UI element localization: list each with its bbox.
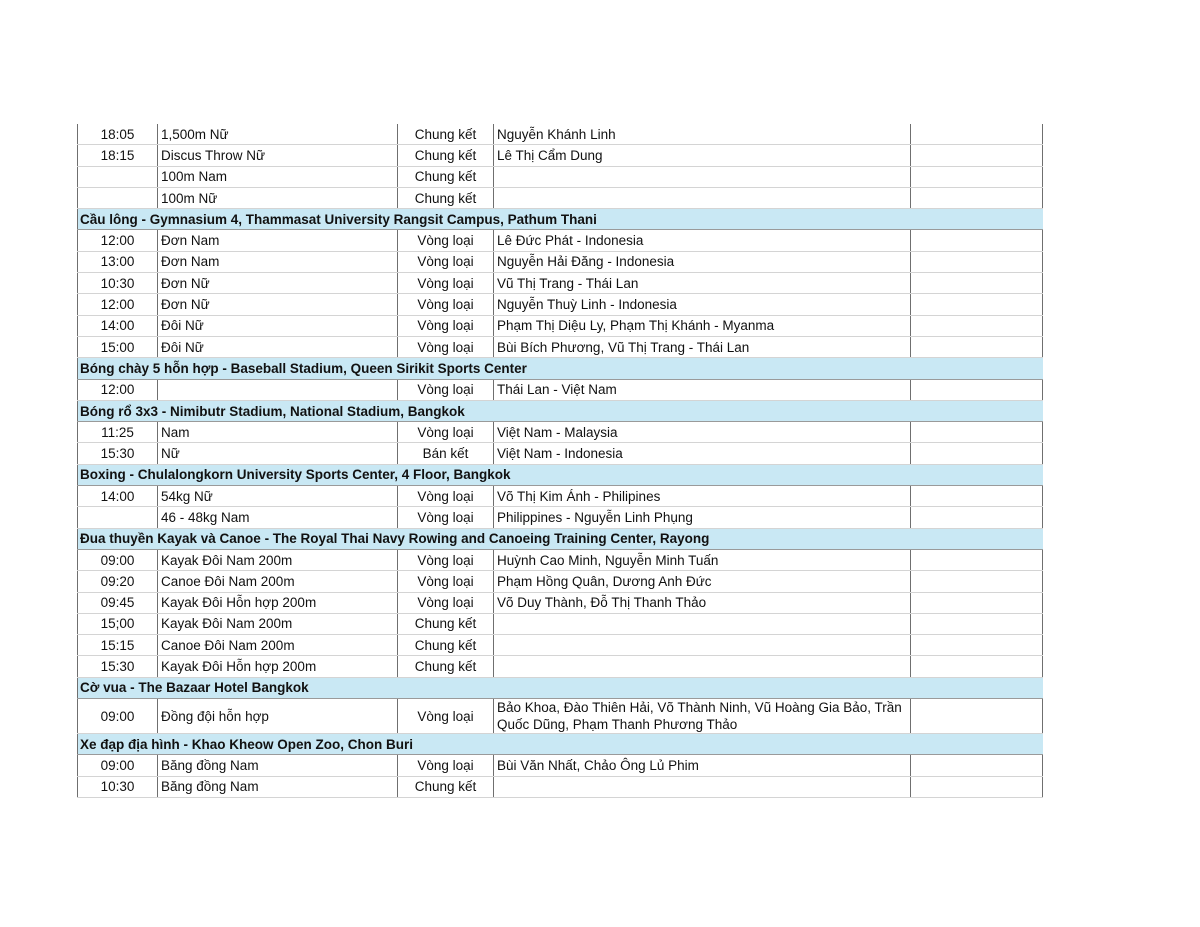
time-cell: 10:30 xyxy=(78,273,158,294)
section-header-row xyxy=(78,677,1043,698)
section-title: Boxing - Chulalongkorn University Sports Center, 4 Floor, Bangkok xyxy=(78,464,1043,485)
table-row xyxy=(78,699,1043,734)
event-cell: 1,500m Nữ xyxy=(158,124,398,145)
table-row xyxy=(78,635,1043,656)
event-cell: Đơn Nam xyxy=(158,230,398,251)
time-cell: 12:00 xyxy=(78,294,158,315)
table-row xyxy=(78,592,1043,613)
time-cell: 15:30 xyxy=(78,443,158,464)
time-cell xyxy=(78,507,158,528)
table-row xyxy=(78,613,1043,634)
section-title: Đua thuyền Kayak và Canoe - The Royal Thai Navy Rowing and Canoeing Training Center, Rayong xyxy=(78,528,1043,549)
athletes-cell xyxy=(494,635,911,656)
time-cell: 14:00 xyxy=(78,486,158,507)
round-cell: Vòng loại xyxy=(398,230,494,251)
schedule-body xyxy=(78,124,1043,797)
round-cell: Vòng loại xyxy=(398,571,494,592)
section-title: Cờ vua - The Bazaar Hotel Bangkok xyxy=(78,677,1043,698)
athletes-cell: Lê Đức Phát - Indonesia xyxy=(494,230,911,251)
table-row xyxy=(78,230,1043,251)
table-row xyxy=(78,776,1043,797)
table-row xyxy=(78,443,1043,464)
event-cell: Nam xyxy=(158,422,398,443)
athletes-cell: Việt Nam - Indonesia xyxy=(494,443,911,464)
round-cell: Chung kết xyxy=(398,187,494,208)
time-cell: 12:00 xyxy=(78,230,158,251)
event-cell: Canoe Đôi Nam 200m xyxy=(158,571,398,592)
round-cell: Vòng loại xyxy=(398,549,494,570)
notes-cell xyxy=(911,251,1043,272)
event-cell: 54kg Nữ xyxy=(158,486,398,507)
athletes-cell xyxy=(494,776,911,797)
round-cell: Chung kết xyxy=(398,124,494,145)
section-title: Bóng chày 5 hỗn hợp - Baseball Stadium, Queen Sirikit Sports Center xyxy=(78,358,1043,379)
athletes-cell: Việt Nam - Malaysia xyxy=(494,422,911,443)
section-header-row xyxy=(78,528,1043,549)
table-row xyxy=(78,379,1043,400)
section-title: Xe đạp địa hình - Khao Kheow Open Zoo, Chon Buri xyxy=(78,734,1043,755)
round-cell: Vòng loại xyxy=(398,592,494,613)
athletes-cell: Lê Thị Cẩm Dung xyxy=(494,145,911,166)
event-cell: Đơn Nữ xyxy=(158,294,398,315)
time-cell: 09:00 xyxy=(78,549,158,570)
event-cell: Đôi Nữ xyxy=(158,336,398,357)
event-cell: 46 - 48kg Nam xyxy=(158,507,398,528)
table-row xyxy=(78,187,1043,208)
table-row xyxy=(78,145,1043,166)
athletes-cell: Philippines - Nguyễn Linh Phụng xyxy=(494,507,911,528)
event-cell: 100m Nữ xyxy=(158,187,398,208)
notes-cell xyxy=(911,230,1043,251)
event-cell: Discus Throw Nữ xyxy=(158,145,398,166)
time-cell: 13:00 xyxy=(78,251,158,272)
athletes-cell: Huỳnh Cao Minh, Nguyễn Minh Tuấn xyxy=(494,549,911,570)
notes-cell xyxy=(911,613,1043,634)
time-cell: 09:00 xyxy=(78,699,158,734)
notes-cell xyxy=(911,187,1043,208)
notes-cell xyxy=(911,486,1043,507)
notes-cell xyxy=(911,379,1043,400)
event-cell: Kayak Đôi Hỗn hợp 200m xyxy=(158,592,398,613)
round-cell: Vòng loại xyxy=(398,336,494,357)
round-cell: Vòng loại xyxy=(398,486,494,507)
event-cell: 100m Nam xyxy=(158,166,398,187)
event-cell: Kayak Đôi Hỗn hợp 200m xyxy=(158,656,398,677)
athletes-cell: Thái Lan - Việt Nam xyxy=(494,379,911,400)
athletes-cell: Phạm Thị Diệu Ly, Phạm Thị Khánh - Myanma xyxy=(494,315,911,336)
time-cell: 09:45 xyxy=(78,592,158,613)
event-cell: Đôi Nữ xyxy=(158,315,398,336)
event-cell: Nữ xyxy=(158,443,398,464)
athletes-cell xyxy=(494,187,911,208)
time-cell: 12:00 xyxy=(78,379,158,400)
notes-cell xyxy=(911,166,1043,187)
round-cell: Vòng loại xyxy=(398,251,494,272)
round-cell: Vòng loại xyxy=(398,315,494,336)
table-row xyxy=(78,571,1043,592)
table-row xyxy=(78,273,1043,294)
notes-cell xyxy=(911,315,1043,336)
table-row xyxy=(78,315,1043,336)
athletes-cell: Bùi Bích Phương, Vũ Thị Trang - Thái Lan xyxy=(494,336,911,357)
event-cell: Băng đồng Nam xyxy=(158,755,398,776)
schedule-table xyxy=(77,124,1043,798)
event-cell xyxy=(158,379,398,400)
time-cell: 14:00 xyxy=(78,315,158,336)
notes-cell xyxy=(911,776,1043,797)
round-cell: Vòng loại xyxy=(398,422,494,443)
table-row xyxy=(78,336,1043,357)
time-cell: 15:00 xyxy=(78,336,158,357)
time-cell: 09:00 xyxy=(78,755,158,776)
event-cell: Đơn Nữ xyxy=(158,273,398,294)
notes-cell xyxy=(911,507,1043,528)
time-cell: 15;00 xyxy=(78,613,158,634)
athletes-cell: Võ Thị Kim Ánh - Philipines xyxy=(494,486,911,507)
round-cell: Vòng loại xyxy=(398,294,494,315)
section-header-row xyxy=(78,358,1043,379)
round-cell: Vòng loại xyxy=(398,273,494,294)
notes-cell xyxy=(911,443,1043,464)
notes-cell xyxy=(911,592,1043,613)
notes-cell xyxy=(911,635,1043,656)
notes-cell xyxy=(911,755,1043,776)
event-cell: Canoe Đôi Nam 200m xyxy=(158,635,398,656)
table-row xyxy=(78,422,1043,443)
athletes-cell: Phạm Hồng Quân, Dương Anh Đức xyxy=(494,571,911,592)
table-row xyxy=(78,124,1043,145)
notes-cell xyxy=(911,422,1043,443)
round-cell: Chung kết xyxy=(398,635,494,656)
table-row xyxy=(78,166,1043,187)
athletes-cell: Nguyễn Hải Đăng - Indonesia xyxy=(494,251,911,272)
round-cell: Bán kết xyxy=(398,443,494,464)
round-cell: Vòng loại xyxy=(398,755,494,776)
athletes-cell: Bùi Văn Nhất, Chảo Ông Lủ Phim xyxy=(494,755,911,776)
notes-cell xyxy=(911,294,1043,315)
section-header-row xyxy=(78,209,1043,230)
athletes-cell xyxy=(494,656,911,677)
notes-cell xyxy=(911,571,1043,592)
round-cell: Chung kết xyxy=(398,776,494,797)
time-cell xyxy=(78,187,158,208)
event-cell: Kayak Đôi Nam 200m xyxy=(158,613,398,634)
time-cell: 18:05 xyxy=(78,124,158,145)
athletes-cell xyxy=(494,166,911,187)
notes-cell xyxy=(911,145,1043,166)
notes-cell xyxy=(911,656,1043,677)
table-row xyxy=(78,549,1043,570)
round-cell: Vòng loại xyxy=(398,379,494,400)
section-title: Cầu lông - Gymnasium 4, Thammasat University Rangsit Campus, Pathum Thani xyxy=(78,209,1043,230)
athletes-cell: Nguyễn Thuỳ Linh - Indonesia xyxy=(494,294,911,315)
round-cell: Vòng loại xyxy=(398,507,494,528)
time-cell: 09:20 xyxy=(78,571,158,592)
round-cell: Chung kết xyxy=(398,656,494,677)
athletes-cell: Vũ Thị Trang - Thái Lan xyxy=(494,273,911,294)
event-cell: Đồng đội hỗn hợp xyxy=(158,699,398,734)
athletes-cell: Nguyễn Khánh Linh xyxy=(494,124,911,145)
notes-cell xyxy=(911,699,1043,734)
round-cell: Chung kết xyxy=(398,613,494,634)
round-cell: Chung kết xyxy=(398,166,494,187)
table-row xyxy=(78,507,1043,528)
event-cell: Đơn Nam xyxy=(158,251,398,272)
table-row xyxy=(78,755,1043,776)
section-header-row xyxy=(78,400,1043,421)
table-row xyxy=(78,294,1043,315)
section-title: Bóng rổ 3x3 - Nimibutr Stadium, National Stadium, Bangkok xyxy=(78,400,1043,421)
notes-cell xyxy=(911,273,1043,294)
round-cell: Vòng loại xyxy=(398,699,494,734)
table-row xyxy=(78,486,1043,507)
athletes-cell: Bảo Khoa, Đào Thiên Hải, Võ Thành Ninh, Vũ Hoàng Gia Bảo, Trần Quốc Dũng, Phạm Thanh Phương Thảo xyxy=(494,699,911,734)
time-cell: 15:30 xyxy=(78,656,158,677)
athletes-cell xyxy=(494,613,911,634)
section-header-row xyxy=(78,734,1043,755)
time-cell: 11:25 xyxy=(78,422,158,443)
event-cell: Kayak Đôi Nam 200m xyxy=(158,549,398,570)
notes-cell xyxy=(911,124,1043,145)
notes-cell xyxy=(911,549,1043,570)
table-row xyxy=(78,251,1043,272)
athletes-cell: Võ Duy Thành, Đỗ Thị Thanh Thảo xyxy=(494,592,911,613)
table-row xyxy=(78,656,1043,677)
time-cell: 10:30 xyxy=(78,776,158,797)
time-cell: 18:15 xyxy=(78,145,158,166)
time-cell xyxy=(78,166,158,187)
notes-cell xyxy=(911,336,1043,357)
section-header-row xyxy=(78,464,1043,485)
time-cell: 15:15 xyxy=(78,635,158,656)
round-cell: Chung kết xyxy=(398,145,494,166)
event-cell: Băng đồng Nam xyxy=(158,776,398,797)
